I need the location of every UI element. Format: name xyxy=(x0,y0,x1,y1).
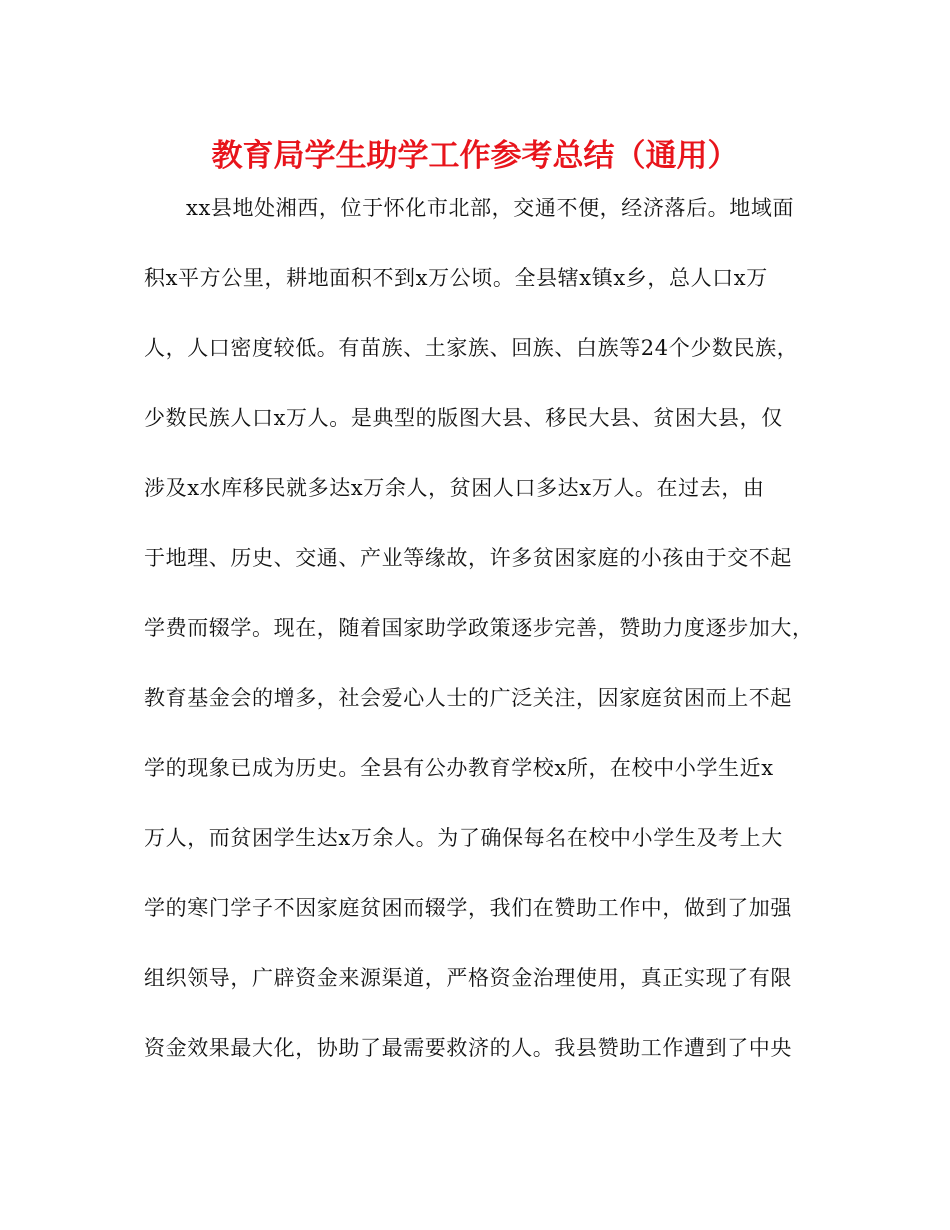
paragraph-line: 教育基金会的增多，社会爱心人士的广泛关注，因家庭贫困而上不起 xyxy=(144,686,792,710)
paragraph-line: 万人，而贫困学生达x万余人。为了确保每名在校中小学生及考上大 xyxy=(144,826,783,850)
paragraph-line: xx县地处湘西，位于怀化市北部，交通不便，经济落后。地域面 xyxy=(186,196,795,220)
paragraph-line: 学的寒门学子不因家庭贫困而辍学，我们在赞助工作中，做到了加强 xyxy=(144,896,792,920)
paragraph-line: 人，人口密度较低。有苗族、土家族、回族、白族等24个少数民族， xyxy=(144,336,799,360)
paragraph-line: 组织领导，广辟资金来源渠道，严格资金治理使用，真正实现了有限 xyxy=(144,966,792,990)
paragraph-line: 积x平方公里，耕地面积不到x万公顷。全县辖x镇x乡，总人口x万 xyxy=(144,266,768,290)
paragraph-line: 学费而辍学。现在，随着国家助学政策逐步完善，赞助力度逐步加大， xyxy=(144,616,814,640)
paragraph-line: 学的现象已成为历史。全县有公办教育学校x所，在校中小学生近x xyxy=(144,756,774,780)
paragraph-line: 于地理、历史、交通、产业等缘故，许多贫困家庭的小孩由于交不起 xyxy=(144,546,792,570)
paragraph-line: 涉及x水库移民就多达x万余人，贫困人口多达x万人。在过去，由 xyxy=(144,476,765,500)
paragraph-line: 资金效果最大化，协助了最需要救济的人。我县赞助工作遭到了中央 xyxy=(144,1036,792,1060)
paragraph-line: 少数民族人口x万人。是典型的版图大县、移民大县、贫困大县，仅 xyxy=(144,406,783,430)
document-title: 教育局学生助学工作参考总结（通用） xyxy=(211,138,739,174)
